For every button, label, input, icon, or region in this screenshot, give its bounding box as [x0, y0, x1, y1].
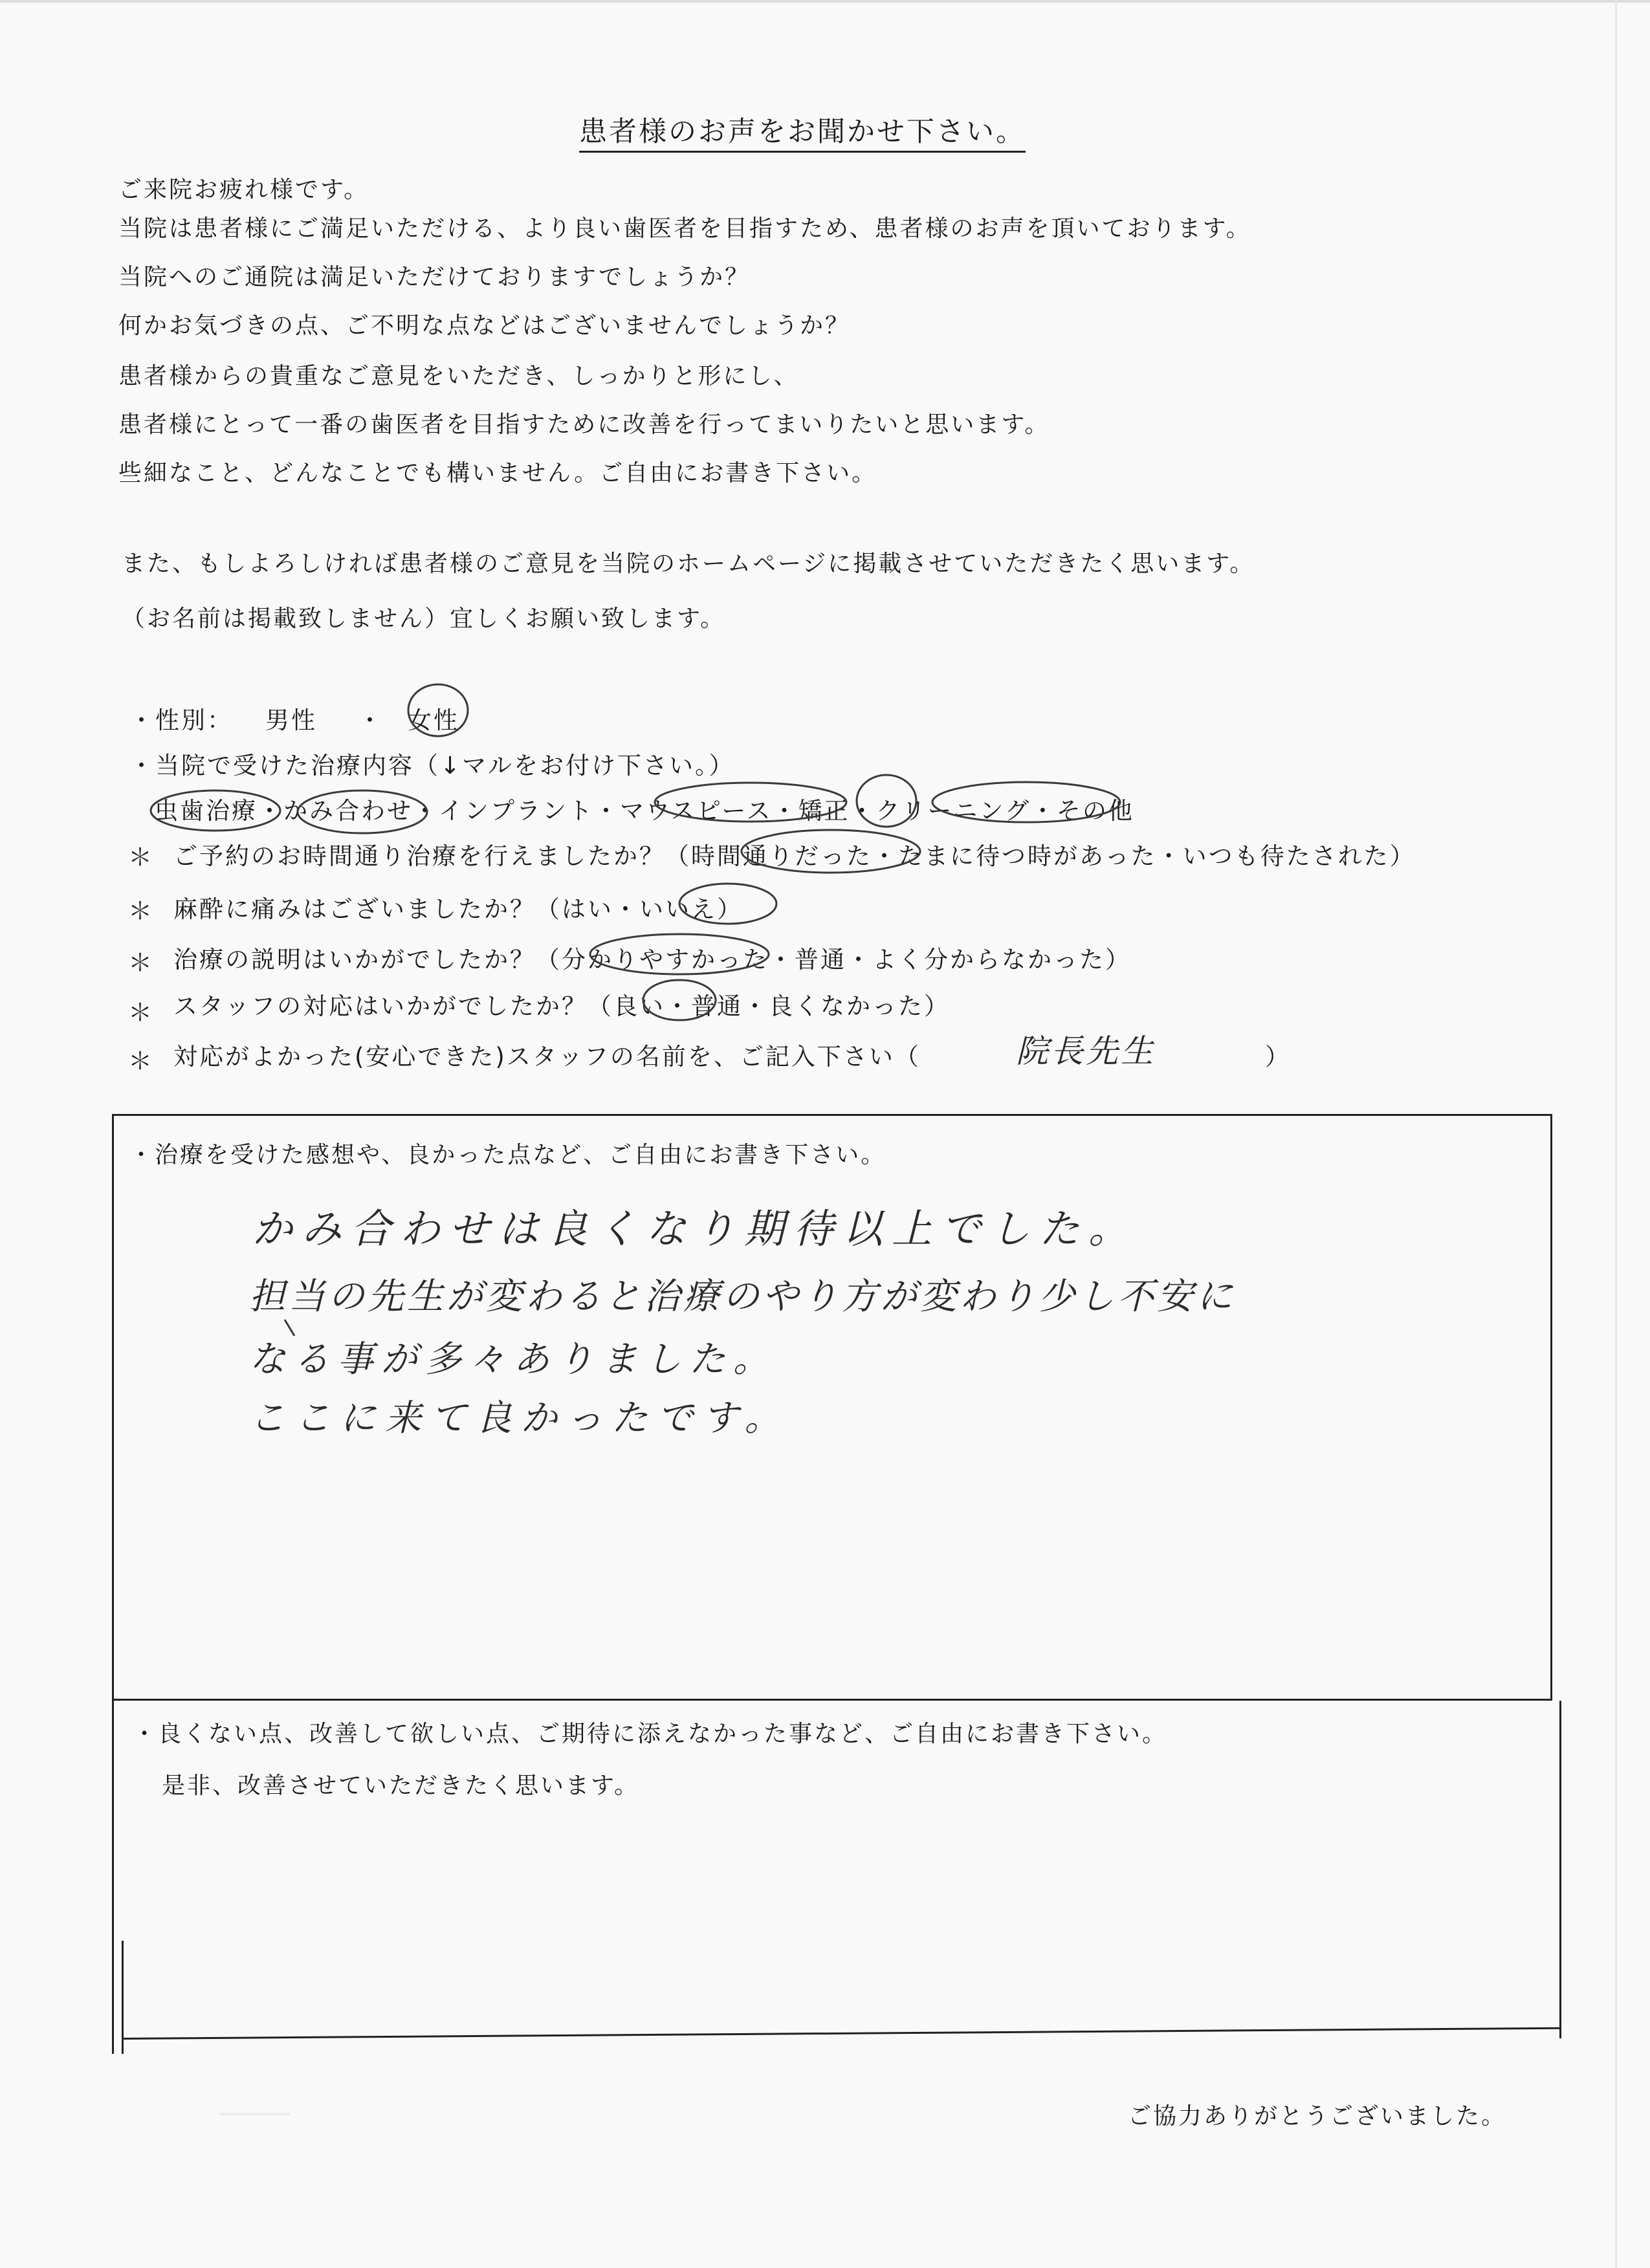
publish-line-1: また、もしよろしければ患者様のご意見を当院のホームページに掲載させていただきたく思います。 — [122, 551, 1255, 577]
publish-line-2: （お名前は掲載致しません）宜しくお願い致します。 — [122, 605, 726, 632]
page-title: 患者様のお声をお聞かせ下さい。 — [579, 110, 1026, 153]
treatment-options[interactable]: 虫歯治療・かみ合わせ・インプラント・マウスピース・矯正・クリーニング・その他 — [154, 797, 1134, 825]
intro-line-3: 当院へのご通院は満足いただけておりますでしょうか？ — [118, 264, 751, 290]
circle-mouthpiece — [655, 783, 846, 822]
intro-line-6: 患者様にとって一番の歯医者を目指すために改善を行ってまいりたいと思います。 — [118, 411, 1050, 438]
impression-prompt: ・治療を受けた感想や、良かった点など、ご自由にお書き下さい。 — [129, 1142, 886, 1168]
treatment-label: ・当院で受けた治療内容（↓マルをお付け下さい。） — [129, 752, 735, 780]
intro-line-7: 些細なこと、どんなことでも構いません。ご自由にお書き下さい。 — [118, 460, 877, 486]
circle-no-pain — [679, 884, 776, 924]
impression-handwritten-line-4: ここに来て良かったです。 — [249, 1397, 790, 1439]
intro-line-2: 当院は患者様にご満足いただける、より良い歯医者を目指すため、患者様のお声を頂いております。 — [118, 215, 1251, 242]
circle-cleaning — [932, 782, 1120, 822]
question-anesthesia[interactable]: 麻酔に痛みはございましたか？（はい・いいえ） — [173, 895, 743, 923]
circle-bite — [298, 791, 427, 833]
improvement-prompt-1: ・良くない点、改善して欲しい点、ご期待に添えなかった事など、ご自由にお書き下さい。 — [133, 1721, 1168, 1747]
circle-cavity-treatment — [151, 791, 280, 831]
intro-line-5: 患者様からの貴重なご意見をいただき、しっかりと形にし、 — [118, 363, 799, 389]
question-staff-name: 対応がよかった(安心できた)スタッフの名前を、ご記入下さい（ — [173, 1043, 921, 1071]
question-mark-4: ＊ — [128, 999, 154, 1027]
gender-separator: ・ — [358, 706, 384, 734]
question-on-time[interactable]: ご予約のお時間通り治療を行えましたか？（時間通りだった・たまに待つ時があった・いつも待たされた） — [173, 842, 1416, 870]
circle-orthodontics — [857, 775, 916, 827]
circle-easy-to-understand — [590, 934, 769, 974]
question-explanation[interactable]: 治療の説明はいかがでしたか？（分かりやすかった・普通・よく分からなかった） — [173, 946, 1131, 974]
question-staff[interactable]: スタッフの対応はいかがでしたか？（良い・普通・良くなかった） — [173, 992, 950, 1020]
circle-good — [643, 980, 716, 1020]
question-mark-3: ＊ — [128, 949, 154, 977]
impression-handwritten-line-3: なる事が多々ありました。 — [249, 1338, 777, 1380]
thanks-message: ご協力ありがとうございました。 — [1128, 2103, 1507, 2130]
bleed-through-marks: ــــــــ — [220, 2106, 290, 2141]
question-mark-1: ＊ — [128, 844, 154, 871]
question-mark-2: ＊ — [128, 897, 154, 925]
circle-female — [408, 684, 468, 736]
pen-stroke — [285, 1320, 294, 1336]
intro-line-1: ご来院お疲れ様です。 — [118, 177, 369, 203]
gender-option-female[interactable]: 女性 — [408, 706, 459, 734]
question-mark-5: ＊ — [128, 1047, 154, 1075]
staff-name-close-paren: ） — [1265, 1043, 1291, 1071]
impression-handwritten-line-1: かみ合わせは良くなり期待以上でした。 — [252, 1205, 1138, 1252]
gender-label: ・性別： — [129, 706, 233, 734]
staff-name-answer[interactable]: 院長先生 — [1016, 1032, 1156, 1070]
intro-line-4: 何かお気づきの点、ご不明な点などはございませんでしょうか？ — [118, 312, 851, 339]
improvement-prompt-2: 是非、改善させていただきたく思います。 — [162, 1772, 640, 1799]
circle-on-time — [742, 830, 920, 873]
gender-option-male[interactable]: 男性 — [265, 706, 317, 734]
impression-handwritten-line-2: 担当の先生が変わると治療のやり方が変わり少し不安に — [249, 1276, 1236, 1318]
